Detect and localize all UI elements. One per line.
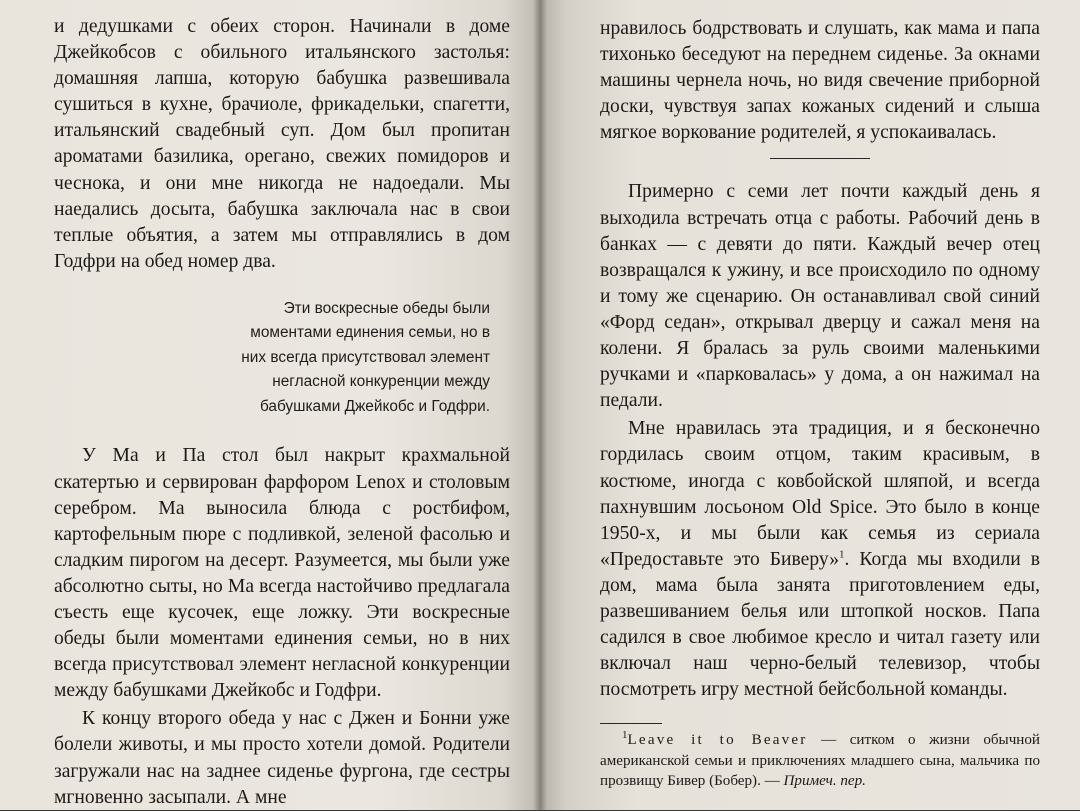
pull-quote-line: бабушками Джейкобс и Годфри. bbox=[259, 397, 490, 415]
pull-quote-line: моментами единения семьи, но в bbox=[250, 324, 490, 342]
footnote-rule bbox=[600, 723, 662, 724]
right-paragraph-3-tail: . Когда мы входили в дом, мама была занята приготовлением еды, развешиванием белья или штопкой носков. Папа садился в свое любимое кресло и читал газету или включал наш черно-белый телевизор, чтобы посмотреть игру местной бейсбольной команды. bbox=[600, 548, 1040, 701]
pull-quote-line: них всегда присутствовал элемент bbox=[241, 348, 490, 366]
left-paragraph-3: К концу второго обеда у нас с Джен и Бонни уже болели животы, и мы просто хотели домой. Родители загружали нас на заднее сиденье фургона, где сестры мгновенно засыпали. А мне bbox=[54, 708, 510, 808]
footnote-number: 1 bbox=[622, 729, 628, 742]
right-paragraph-1: нравилось бодрствовать и слушать, как мама и папа тихонько беседуют на переднем сиденье. За окнами машины чернела ночь, но видя свечение приборной доски, чувствуя запах кожаных сидений и слыша мягкое воркование родителей, я успокаивалась. bbox=[600, 18, 1040, 144]
book-gutter bbox=[533, 0, 547, 810]
pull-quote bbox=[190, 297, 490, 420]
footnote-reference: 1 bbox=[839, 548, 845, 561]
left-paragraph-1: и дедушками с обеих сторон. Начинали в доме Джейкобсов с обильного итальянского застолья: домашняя лапша, которую бабушка развешивала сушиться в кухне, брачиоле, фрикадельки, спагетти, итальянский свадебный суп. Дом был пропитан ароматами базилика, орегано, свежих помидоров и чеснока, и они мне никогда не надоедали. Мы наедались досыта, бабушка заключала нас в свои теплые объятия, а затем мы отправлялись в дом Годфри на обед номер два. bbox=[54, 16, 510, 272]
pull-quote-line: Эти воскресные обеды были bbox=[283, 299, 490, 317]
footnote bbox=[600, 730, 1040, 792]
left-paragraph-2: У Ма и Па стол был накрыт крахмальной скатертью и сервирован фарфором Lenox и столовым серебром. Ма выносила блюда с ростбифом, картофельным пюре с подливкой, зеленой фасолью и сладким пирогом на десерт. Разумеется, мы были уже абсолютно сыты, но Ма всегда настойчиво предлагала съесть еще кусочек, еще ложку. Эти воскресные обеды были моментами единения семьи, но в них всегда присутствовал элемент негласной конкуренции между бабушками Джейкобс и Годфри. bbox=[54, 445, 510, 702]
section-divider bbox=[770, 158, 870, 159]
footnote-text: — ситком о жизни обычной американской семьи и приключениях младшего сына, мальчика по прозвищу Бивер (Бобер). — bbox=[600, 732, 1040, 790]
footnote-title: Leave it to Beaver bbox=[627, 732, 808, 749]
right-paragraph-3 bbox=[600, 416, 1040, 703]
right-paragraph-2: Примерно с семи лет почти каждый день я выходила встречать отца с работы. Рабочий день в банках — с девяти до пяти. Каждый вечер отец возвращался к ужину, и все происходило по одному и тому же сценарию. Он останавливал свой синий «Форд седан», открывал дверцу и сажал меня на колени. Я бралась за руль своими маленькими ручками и «парковалась» у дома, а он нажимал на педали. bbox=[600, 181, 1040, 412]
footnote-translator-note: Примеч. пер. bbox=[783, 773, 866, 790]
pull-quote-line: негласной конкуренции между bbox=[272, 373, 490, 391]
left-page bbox=[0, 0, 540, 810]
right-paragraph-3-text: Мне нравилась эта традиция, и я бесконечно гордилась своим отцом, таким красивым, в костюме, иногда с ковбойской шляпой, и всегда пахнувшим лосьоном Old Spice. Это было в конце 1950-х, и мы были как семья из сериала «Предоставьте это Биверу» bbox=[600, 418, 1040, 570]
right-page bbox=[540, 0, 1080, 810]
